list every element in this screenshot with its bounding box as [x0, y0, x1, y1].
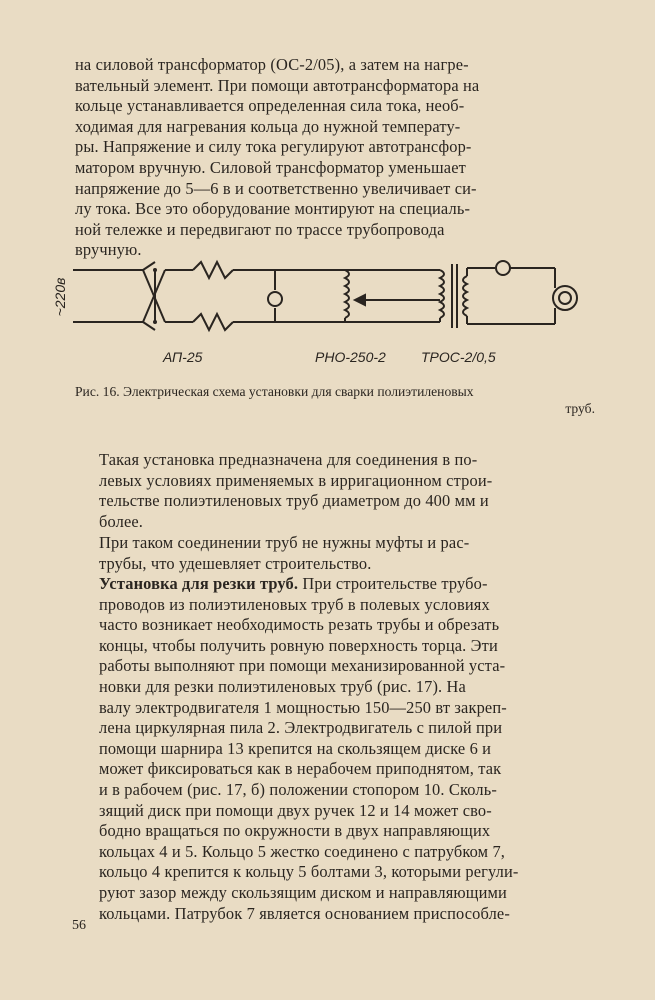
- paragraph-installation: [75, 450, 595, 532]
- circuit-wiring: [73, 261, 577, 330]
- text-line: может фиксироваться как в нерабочем приподнятом, так: [99, 759, 502, 779]
- text-line: левых условиях применяемых в ирригационном строи-: [99, 470, 493, 490]
- text-line: матором вручную. Силовой трансформатор уменьшает: [75, 157, 466, 177]
- text-line: часто возникает необходимость резать трубы и обрезать: [99, 615, 500, 635]
- text-line: лена циркулярная пила 2. Электродвигатель с пилой при: [99, 718, 503, 738]
- text-line: вручную.: [75, 240, 142, 260]
- text-line: зящий диск при помощи двух ручек 12 и 14 может сво-: [99, 800, 492, 820]
- text-line: трубы, что удешевляет строительство.: [99, 553, 372, 573]
- voltage-label: ~220в: [52, 277, 68, 317]
- label-ap25: АП-25: [163, 349, 203, 365]
- text-line: ной тележке и передвигают по трассе трубопровода: [75, 219, 445, 239]
- text-fragment: При строительстве трубо-: [298, 574, 488, 593]
- text-line: лу тока. Все это оборудование монтируют на специаль-: [75, 199, 471, 219]
- text-line: и в рабочем (рис. 17, б) положении стопором 10. Сколь-: [99, 779, 497, 799]
- text-line: концы, чтобы получить ровную поверхность торца. Эти: [99, 635, 498, 655]
- label-tros: ТРОС-2/0,5: [421, 349, 496, 365]
- text-line: работы выполняют при помощи механизированной уста-: [99, 656, 506, 676]
- text-line: кольцах 4 и 5. Кольцо 5 жестко соединено с патрубком 7,: [99, 841, 506, 861]
- section-heading: Установка для резки труб.: [99, 574, 299, 593]
- page-number: 56: [72, 918, 86, 933]
- section-cutting: [75, 574, 595, 924]
- section-first-line: [75, 574, 595, 595]
- text-line: вательный элемент. При помощи автотрансформатора на: [75, 75, 480, 95]
- text-line: на силовой трансформатор (ОС-2/05), а затем на нагре-: [75, 55, 469, 74]
- top-paragraph: [75, 55, 595, 261]
- text-line: бодно вращаться по окружности в двух направляющих: [99, 821, 491, 841]
- text-line: кольцо 4 крепится к кольцу 5 болтами 3, которыми регули-: [99, 862, 519, 882]
- text-line: Такая установка предназначена для соединения в по-: [99, 450, 478, 469]
- text-line: валу электродвигателя 1 мощностью 150—250 вт закреп-: [99, 697, 507, 717]
- caption-text: Рис. 16. Электрическая схема установки для сварки полиэтиленовых: [75, 384, 474, 399]
- text-line: более.: [99, 511, 144, 531]
- text-line: ры. Напряжение и силу тока регулируют автотрансфор-: [75, 137, 472, 157]
- text-line: кольце устанавливается определенная сила тока, необ-: [75, 96, 465, 116]
- text-line: При таком соединении труб не нужны муфты и рас-: [99, 533, 470, 552]
- text-line: ходимая для нагревания кольца до нужной температу-: [75, 116, 461, 136]
- figure-caption: [75, 383, 595, 417]
- text-line: помощи шарнира 13 крепится на скользящем диске 6 и: [99, 738, 492, 758]
- text-line: руют зазор между скользящим диском и направляющими: [99, 882, 507, 902]
- text-line: проводов из полиэтиленовых труб в полевых условиях: [99, 594, 490, 614]
- caption-text-end: труб.: [565, 401, 595, 416]
- text-line: новки для резки полиэтиленовых труб (рис. 17). На: [99, 676, 466, 696]
- paragraph-joints: [75, 533, 595, 574]
- text-line: тельстве полиэтиленовых труб диаметром до 400 мм и: [99, 491, 489, 511]
- text-line: напряжение до 5—6 в и соответственно увеличивает си-: [75, 178, 477, 198]
- text-line: кольцами. Патрубок 7 является основанием приспособле-: [99, 903, 510, 923]
- label-rno: РНО-250-2: [315, 349, 386, 365]
- circuit-diagram: [52, 262, 615, 372]
